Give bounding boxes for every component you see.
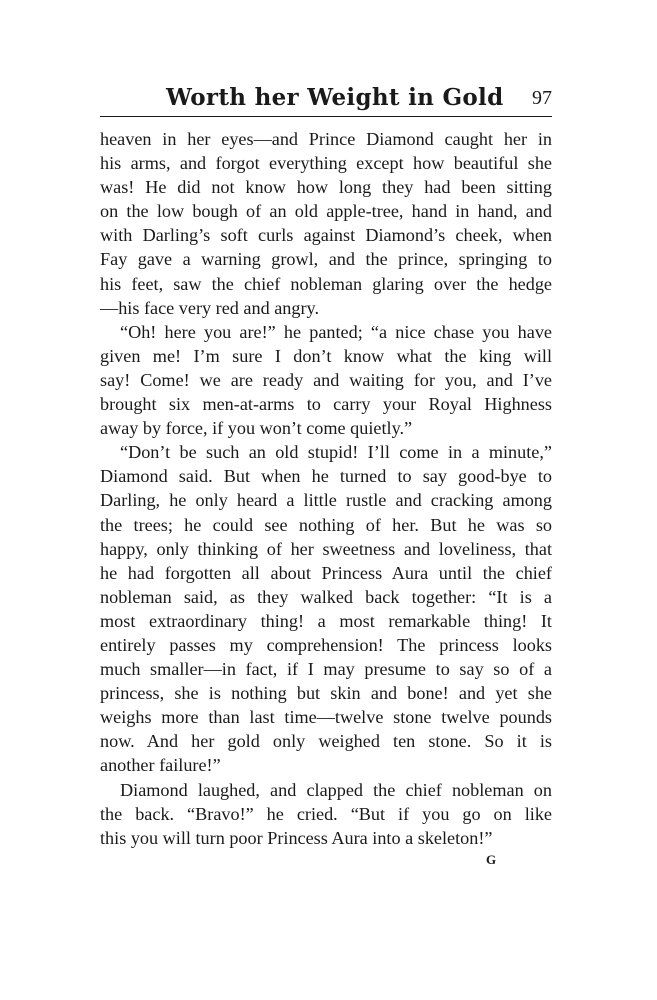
text-line: “Oh! here you are!” he panted; “a nice chase you have <box>120 321 552 342</box>
text-line: weighs more than last time—twelve stone twelve pounds <box>100 707 552 728</box>
text-line: the back. “Bravo!” he cried. “But if you go on like <box>100 803 552 824</box>
text-line: princess, she is nothing but skin and bone! and yet she <box>100 683 552 704</box>
text-line: most extraordinary thing! a most remarkable thing! It <box>100 610 552 631</box>
text-line: away by force, if you won’t come quietly.” <box>100 418 413 439</box>
text-line: this you will turn poor Princess Aura into a skeleton!” <box>100 827 493 848</box>
text-line: heaven in her eyes—and Prince Diamond caught her in <box>100 129 552 149</box>
running-header <box>100 84 560 116</box>
text-line: with Darling’s soft curls against Diamond’s cheek, when <box>100 225 552 246</box>
text-line: “Don’t be such an old stupid! I’ll come in a minute,” <box>120 442 552 463</box>
text-line: Diamond laughed, and clapped the chief nobleman on <box>120 779 552 800</box>
text-line: his feet, saw the chief nobleman glaring over the hedge <box>100 273 552 294</box>
text-line: Diamond said. But when he turned to say good-bye to <box>100 466 552 487</box>
signature-mark: G <box>486 852 497 867</box>
header-rule <box>100 116 552 117</box>
text-line: brought six men-at-arms to carry your Royal Highness <box>100 394 552 415</box>
text-line: much smaller—in fact, if I may presume to say so of a <box>100 659 552 680</box>
text-line: entirely passes my comprehension! The princess looks <box>100 634 552 655</box>
text-line: —his face very red and angry. <box>100 297 319 318</box>
text-line: was! He did not know how long they had been sitting <box>100 177 552 198</box>
text-line: he had forgotten all about Princess Aura until the chief <box>100 562 552 583</box>
text-line: happy, only thinking of her sweetness and loveliness, that <box>100 538 552 559</box>
text-line: the trees; he could see nothing of her. But he was so <box>100 514 552 535</box>
text-line: Darling, he only heard a little rustle and cracking among <box>100 490 552 511</box>
text-line: another failure!” <box>100 755 221 776</box>
page-number: 97 <box>532 87 552 109</box>
text-line: on the low bough of an old apple-tree, hand in hand, and <box>100 201 552 222</box>
text-line: Fay gave a warning growl, and the prince, springing to <box>100 249 552 270</box>
text-line: say! Come! we are ready and waiting for you, and I’ve <box>100 369 552 390</box>
body-text <box>100 127 552 850</box>
running-title: Worth her Weight in Gold <box>166 84 504 111</box>
text-line: given me! I’m sure I don’t know what the king will <box>100 345 552 366</box>
text-line: now. And her gold only weighed ten stone. So it is <box>100 731 552 752</box>
text-line: nobleman said, as they walked back together: “It is a <box>100 586 552 607</box>
text-line: his arms, and forgot everything except how beautiful she <box>100 153 552 174</box>
